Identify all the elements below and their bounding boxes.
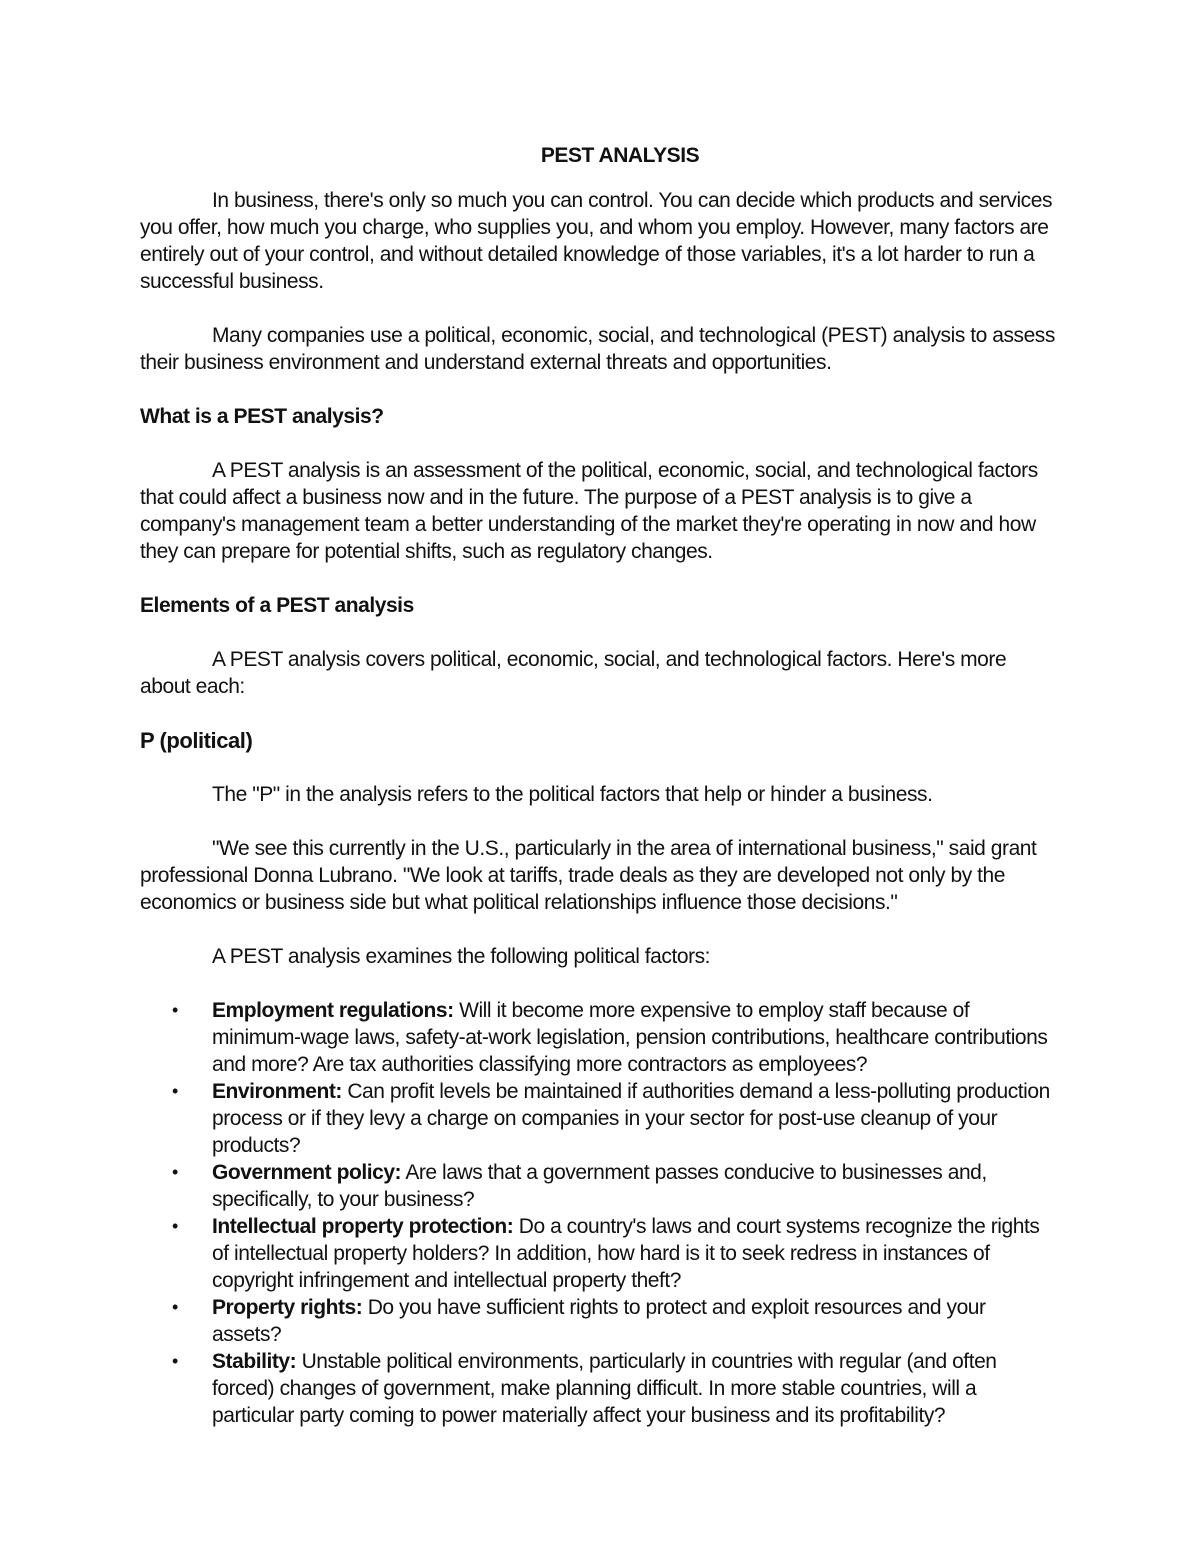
factor-term: Government policy: [212,1161,402,1184]
list-item [140,1348,1060,1429]
list-item [140,997,1060,1078]
factor-text: Are laws that a government passes conducive to businesses and, specifically, to your business? [212,1161,987,1211]
political-paragraph-2: "We see this currently in the U.S., particularly in the area of international business," said grant professional Donna Lubrano. "We look at tariffs, trade deals as they are developed not only by the economics or business side but what political relationships influence those decisions." [140,837,1037,914]
bullet-icon: • [172,1081,178,1101]
list-item [140,1159,1060,1213]
list-item [140,1294,1060,1348]
factor-text: Can profit levels be maintained if authorities demand a less-polluting production process or if they levy a charge on companies in your sector for post-use cleanup of your products? [212,1080,1050,1157]
document-page [140,142,1060,1429]
factor-term: Stability: [212,1350,297,1373]
factor-text: Do you have sufficient rights to protect and exploit resources and your assets? [212,1296,986,1346]
factor-term: Employment regulations: [212,999,454,1022]
bullet-icon: • [172,1297,178,1317]
factor-text: Do a country's laws and court systems recognize the rights of intellectual property holders? In addition, how hard is it to seek redress in instances of copyright infringement and intellectual property theft? [212,1215,1040,1292]
elements-heading: Elements of a PEST analysis [140,594,414,617]
intro-paragraph-2: Many companies use a political, economic, social, and technological (PEST) analysis to assess their business environment and understand external threats and opportunities. [140,324,1055,374]
bullet-icon: • [172,1162,178,1182]
factor-term: Property rights: [212,1296,363,1319]
bullet-icon: • [172,1351,178,1371]
what-heading: What is a PEST analysis? [140,405,384,428]
political-factors-list [140,997,1060,1429]
political-heading: P (political) [140,728,253,753]
intro-paragraph-1: In business, there's only so much you can control. You can decide which products and services you offer, how much you charge, who supplies you, and whom you employ. However, many factors are entirely out of your control, and without detailed knowledge of those variables, it's a lot harder to run a successful business. [140,189,1052,293]
list-item [140,1213,1060,1294]
bullet-icon: • [172,1216,178,1236]
what-paragraph: A PEST analysis is an assessment of the political, economic, social, and technological factors that could affect a business now and in the future. The purpose of a PEST analysis is to give a company's management team a better understanding of the market they're operating in now and how they can prepare for potential shifts, such as regulatory changes. [140,459,1038,563]
factor-term: Intellectual property protection: [212,1215,514,1238]
political-paragraph-3: A PEST analysis examines the following political factors: [212,945,711,968]
bullet-icon: • [172,1000,178,1020]
factor-text: Will it become more expensive to employ staff because of minimum-wage laws, safety-at-work legislation, pension contributions, healthcare contributions and more? Are tax authorities classifying more contractors as employees? [212,999,1048,1076]
elements-paragraph: A PEST analysis covers political, economic, social, and technological factors. Here's more about each: [140,648,1007,698]
factor-text: Unstable political environments, particularly in countries with regular (and often forced) changes of government, make planning difficult. In more stable countries, will a particular party coming to power materially affect your business and its profitability? [212,1350,997,1427]
factor-term: Environment: [212,1080,342,1103]
list-item [140,1078,1060,1159]
political-paragraph-1: The "P" in the analysis refers to the political factors that help or hinder a business. [212,783,933,806]
document-title: PEST ANALYSIS [540,144,700,167]
